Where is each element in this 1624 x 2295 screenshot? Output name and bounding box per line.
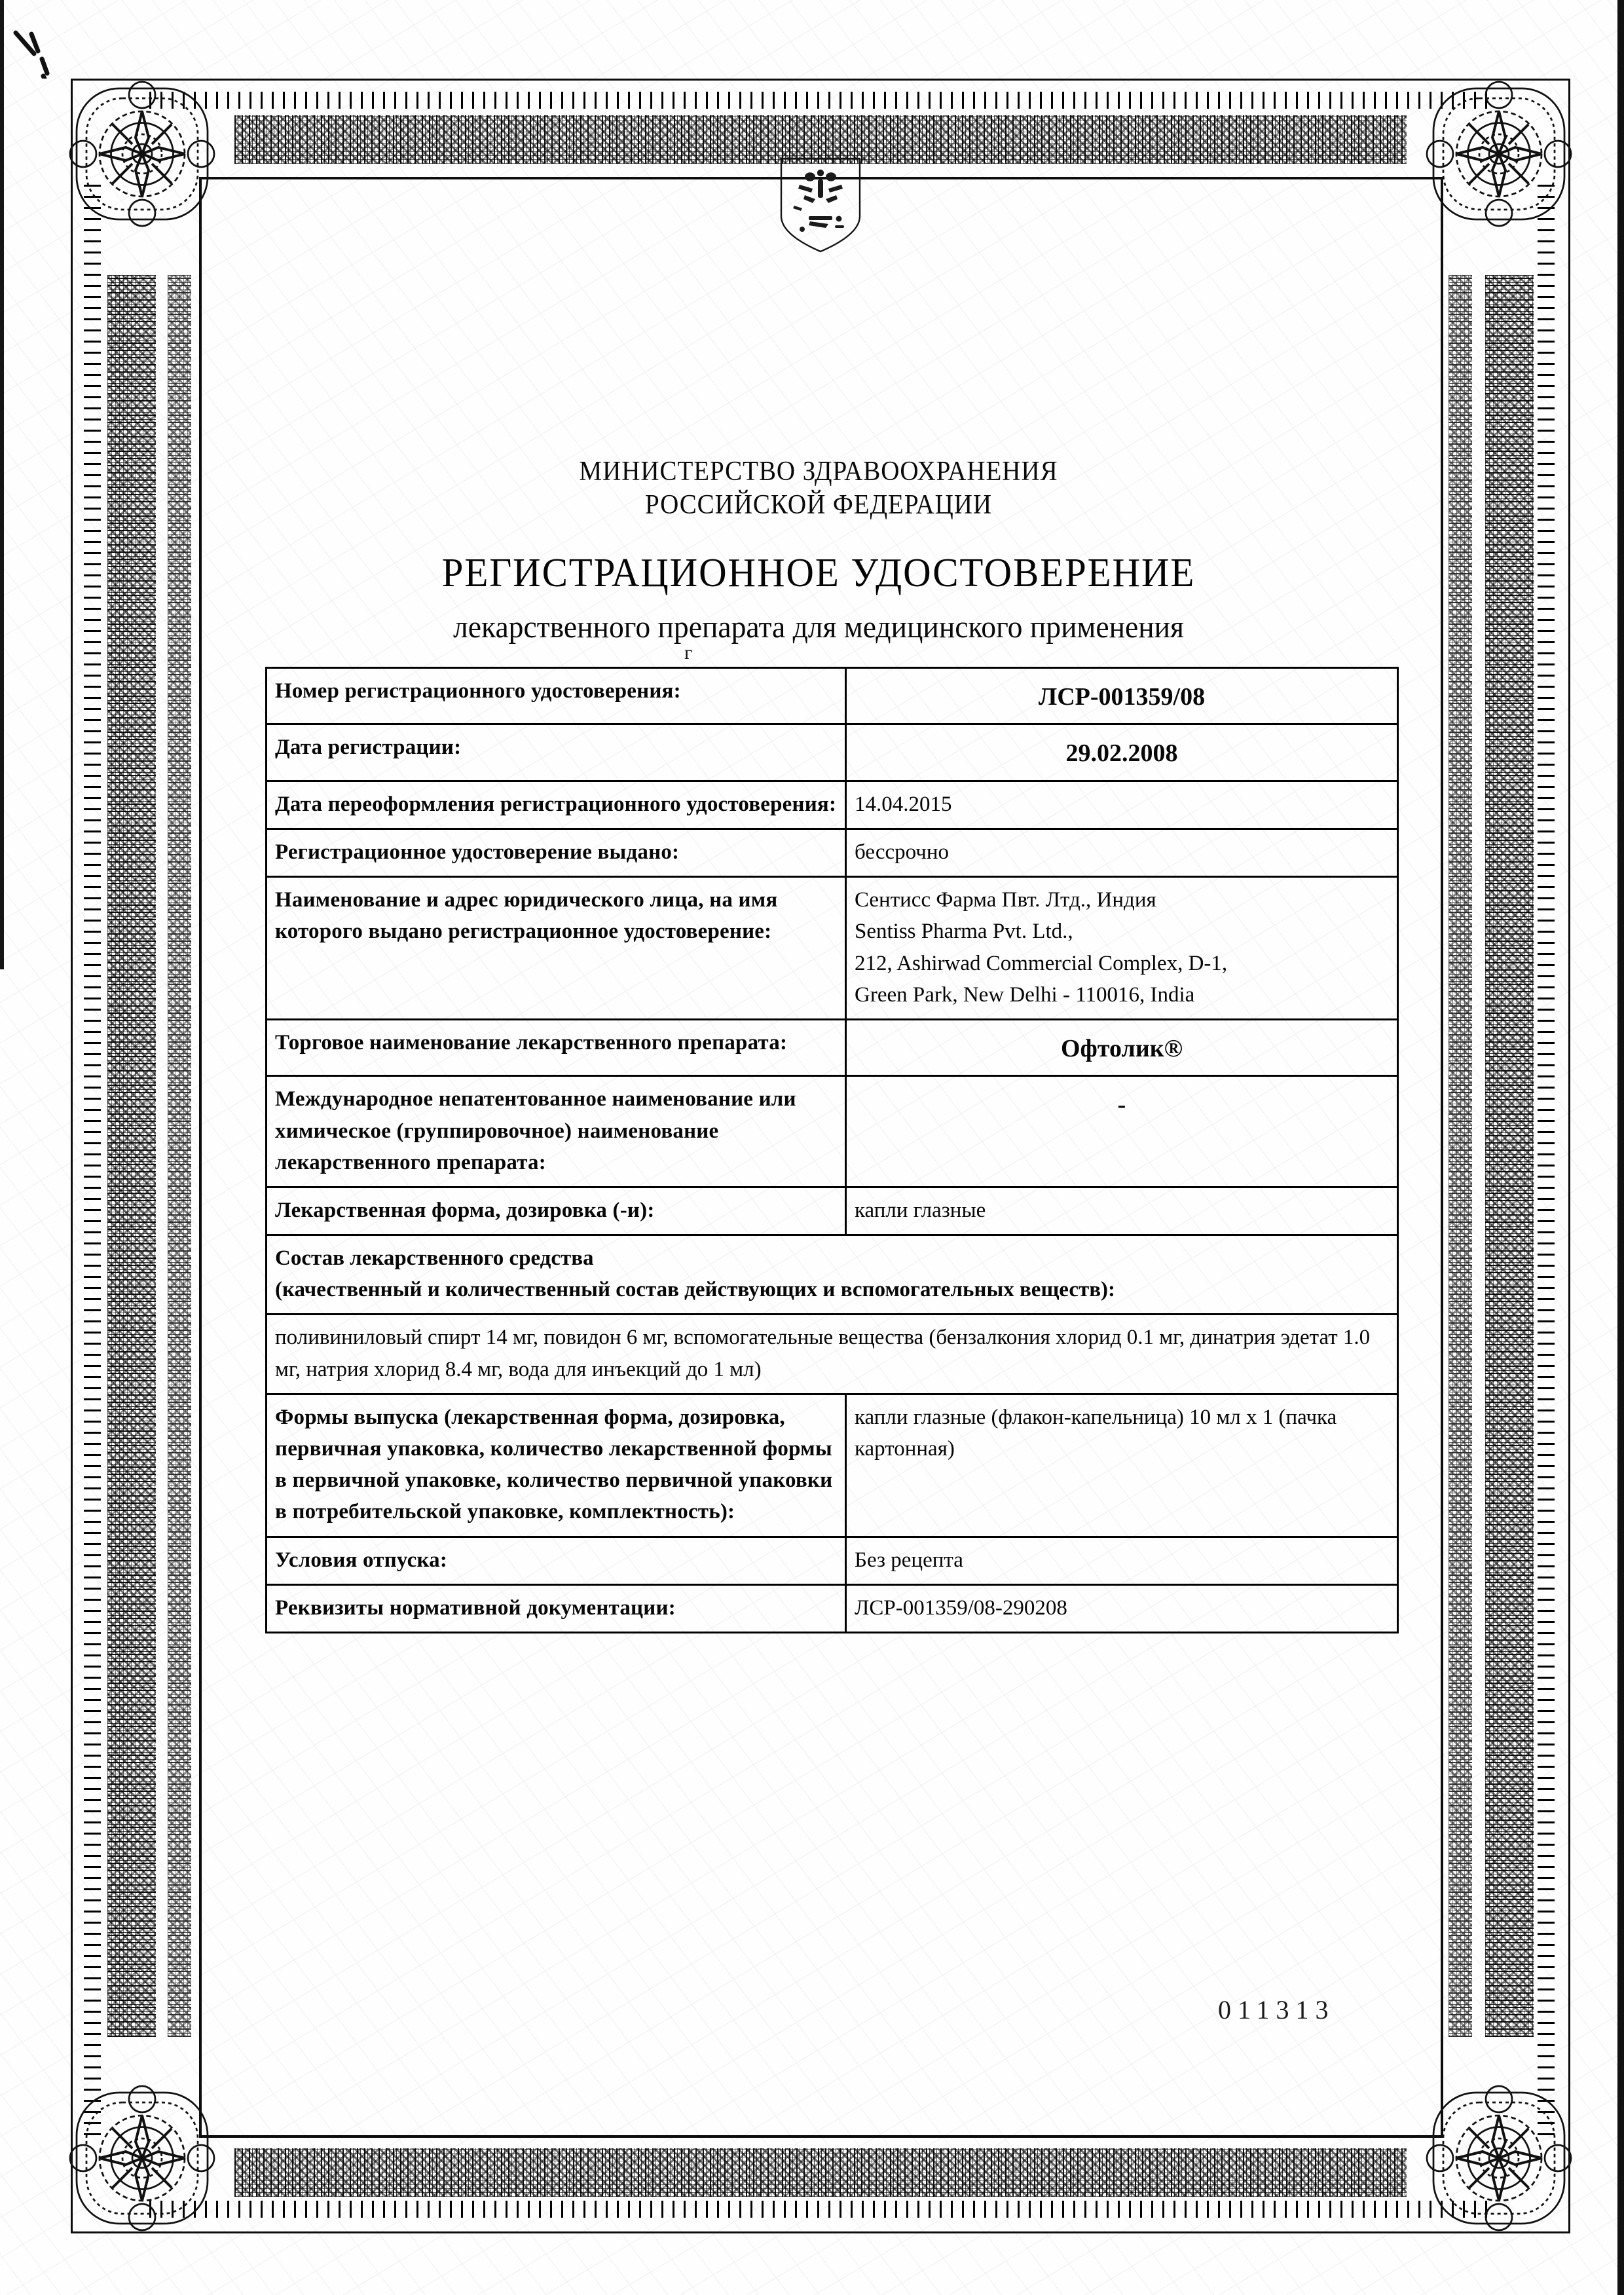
table-row [267, 1584, 1398, 1632]
row-value: капли глазные (флакон-капельница) 10 мл x 1 (пачка картонная) [846, 1394, 1398, 1537]
table-row [267, 1537, 1398, 1584]
frame-line-left [71, 79, 73, 2233]
composition-value: поливиниловый спирт 14 мг, повидон 6 мг, вспомогательные вещества (бензалкония хлорид 0.1 мг, динатрия эдетат 1.0 мг, натрия хлорид 8.4 мг, вода для инъекций до 1 мл) [267, 1315, 1398, 1394]
row-label: Регистрационное удостоверение выдано: [267, 829, 846, 877]
table-row [267, 829, 1398, 877]
row-value: капли глазные [846, 1187, 1398, 1235]
certificate-title: РЕГИСТРАЦИОННОЕ УДОСТОВЕРЕНИЕ [441, 551, 1196, 595]
table-row [267, 1394, 1398, 1537]
table-row [267, 1187, 1398, 1235]
frame-line-top [71, 79, 1570, 81]
serial-number: 011313 [1218, 1995, 1335, 2024]
comb-pattern-right [1538, 177, 1555, 2135]
table-row [267, 1076, 1398, 1187]
rosette-medallion-icon-bottom-left [60, 2076, 224, 2240]
row-label: Номер регистрационного удостоверения: [267, 668, 846, 724]
rosette-medallion-icon-bottom-right [1417, 2076, 1581, 2240]
row-label: Международное непатентованное наименование или химическое (группировочное) наименование лекарственного препарата: [267, 1076, 846, 1187]
table-row [267, 781, 1398, 829]
ornament-band-bottom [234, 2148, 1407, 2197]
row-value: Сентисс Фарма Пвт. Лтд., Индия Sentiss Pharma Pvt. Ltd., 212, Ashirwad Commercial Complex, D-1, Green Park, New Delhi - 110016, India [846, 877, 1398, 1020]
table-row [267, 724, 1398, 781]
certificate-subtitle: лекарственного препарата для медицинского применения [452, 610, 1185, 644]
row-value: ЛСР-001359/08 [846, 668, 1398, 724]
row-value: - [846, 1076, 1398, 1187]
inner-rule-left [199, 177, 202, 2138]
ornament-band-right-inner [1449, 275, 1472, 2037]
scan-edge-left [0, 0, 4, 969]
ministry-line-2: РОССИЙСКОЙ ФЕДЕРАЦИИ [644, 490, 993, 521]
rosette-medallion-icon-top-left [60, 72, 224, 236]
row-label: Дата переоформления регистрационного удостоверения: [267, 781, 846, 829]
row-label: Дата регистрации: [267, 724, 846, 781]
frame-line-bottom [71, 2231, 1570, 2233]
ministry-line-1: МИНИСТЕРСТВО ЗДРАВООХРАНЕНИЯ [579, 457, 1058, 487]
ornament-band-right [1485, 275, 1534, 2037]
table-row [267, 1235, 1398, 1315]
row-label: Торговое наименование лекарственного препарата: [267, 1019, 846, 1075]
table-row [267, 668, 1398, 724]
row-label: Реквизиты нормативной документации: [267, 1584, 846, 1632]
handwriting-mark-icon [12, 13, 71, 79]
rosette-medallion-icon-top-right [1417, 72, 1581, 236]
ornament-band-left-inner [168, 275, 191, 2037]
row-value: Без рецепта [846, 1537, 1398, 1584]
inner-rule-bottom [199, 2135, 1443, 2138]
russian-coat-of-arms-icon [776, 156, 865, 254]
table-row [267, 1019, 1398, 1075]
composition-header: Состав лекарственного средства (качественный и количественный состав действующих и вспомогательных веществ): [267, 1235, 1398, 1315]
row-label: Наименование и адрес юридического лица, на имя которого выдано регистрационное удостоверение: [267, 877, 846, 1020]
registration-table-body [267, 668, 1398, 1633]
table-row [267, 1315, 1398, 1394]
comb-pattern-bottom [149, 2201, 1492, 2218]
ornament-band-left [107, 275, 156, 2037]
registration-details-table [265, 667, 1399, 1633]
table-row [267, 877, 1398, 1020]
row-label: Лекарственная форма, дозировка (-и): [267, 1187, 846, 1235]
row-value: 29.02.2008 [846, 724, 1398, 781]
row-value: бессрочно [846, 829, 1398, 877]
row-label: Формы выпуска (лекарственная форма, дозировка, первичная упаковка, количество лекарственной формы в первичной упаковке, количество первичной упаковки в потребительской упаковке, комплектность): [267, 1394, 846, 1537]
frame-line-right [1568, 79, 1570, 2233]
inner-rule-right [1441, 177, 1443, 2138]
row-value: 14.04.2015 [846, 781, 1398, 829]
scan-edge-right [1617, 0, 1624, 2295]
row-value: ЛСР-001359/08-290208 [846, 1584, 1398, 1632]
comb-pattern-top [149, 92, 1492, 109]
ministry-heading [240, 455, 1397, 522]
row-label: Условия отпуска: [267, 1537, 846, 1584]
stray-ink-mark: г [684, 642, 693, 663]
row-value: Офтолик® [846, 1019, 1398, 1075]
comb-pattern-left [84, 177, 101, 2135]
